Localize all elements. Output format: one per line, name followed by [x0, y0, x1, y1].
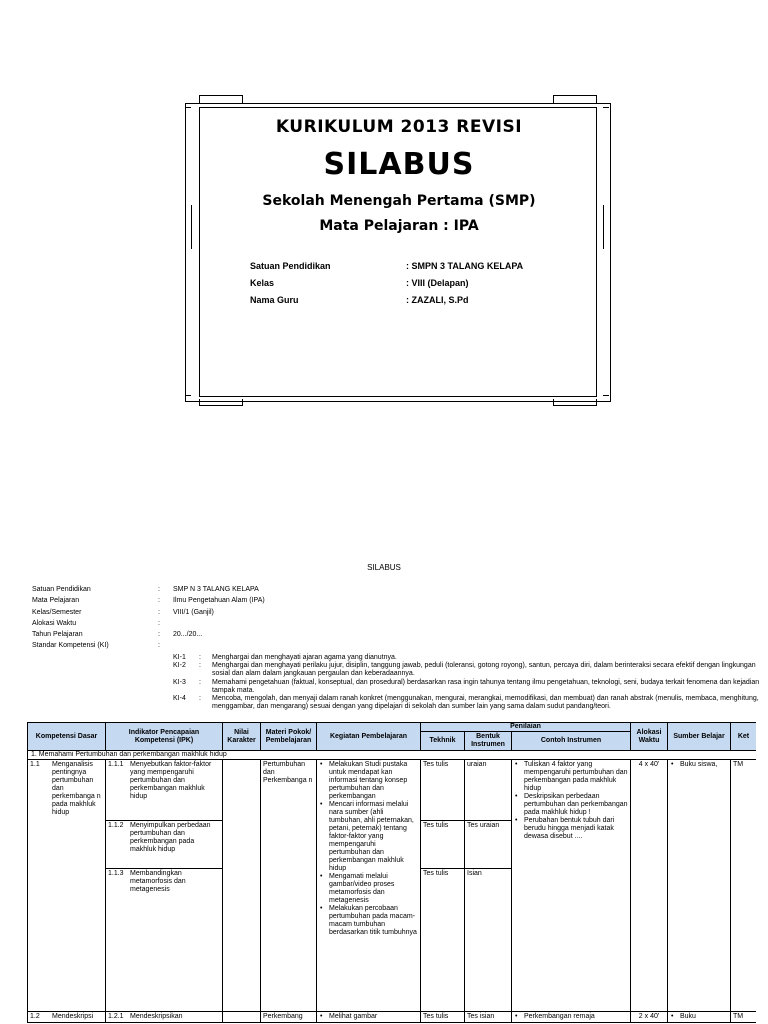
ipk-number: 1.1.1 [108, 761, 124, 768]
ipk-cell [106, 760, 223, 1012]
ki-code: KI-2 [173, 662, 186, 670]
header-ipk: Indikator Pencapaian Kompetensi (IPK) [106, 723, 223, 751]
bentuk-value: Tes uraian [465, 821, 511, 869]
meta-value: VIII/1 (Ganjil) [173, 608, 214, 616]
ki-code: KI-1 [173, 654, 186, 661]
meta-value: Ilmu Pengetahuan Alam (IPA) [173, 597, 265, 605]
nilai-cell [223, 1012, 261, 1023]
sumber-cell [668, 760, 731, 1012]
ki-colon: : [199, 654, 201, 661]
teknik-value: Tes tulis [421, 760, 464, 821]
ipk-text: Menyebutkan faktor-faktor yang mempengaruhi pertumbuhan dan perkembangan makhluk hidup [130, 761, 212, 800]
meta-colon: : [158, 642, 160, 650]
frame-ornament [553, 399, 597, 406]
frame-ornament [199, 95, 243, 104]
meta-label: Standar Kompetensi (KI) [32, 642, 109, 650]
contoh-item: • Tuliskan 4 faktor yang mempengaruhi pertumbuhan dan perkembangan pada makhluk hidup [524, 761, 628, 793]
ki-text: Mencoba, mengolah, dan menyaji dalam ranah konkret (menggunakan, mengurai, merangkai, memodifikasi, dan membuat) dan ranah abstrak (menulis, membaca, menghitung, menggambar, dan mengarang) sesuai dengan yang dipelajari di sekolah dan sumber lain yang sama dalam sudut pandang/teori. [212, 695, 759, 711]
contoh-item: • Deskripsikan perbedaan pertumbuhan dan perkembangan pada makhluk hidup ! [524, 793, 628, 817]
kd-text: Mendeskripsi [52, 1013, 94, 1020]
kd-number: 1.1 [30, 761, 40, 768]
header-nilai: Nilai Karakter [223, 723, 261, 751]
meta-colon: : [158, 619, 160, 627]
bentuk-cell: Tes isian [465, 1012, 512, 1023]
kegiatan-cell [317, 760, 421, 1012]
frame-ornament [603, 107, 609, 108]
frame-ornament [199, 399, 243, 406]
frame-ornament [185, 395, 191, 396]
frame-ornament [603, 395, 609, 396]
header-sumber: Sumber Belajar [668, 723, 731, 751]
teknik-value: Tes tulis [423, 870, 449, 877]
ipk-text: Mendeskripsikan [130, 1013, 183, 1020]
ipk-text: Membandingkan metamorfosis dan metagenesis [130, 870, 186, 893]
header-penilaian: Penilaian [421, 723, 631, 732]
info-label: Nama Guru [250, 295, 299, 305]
cover-main-title: SILABUS [323, 147, 475, 182]
meta-label: Alokasi Waktu [32, 619, 77, 627]
sumber-item: • Buku siswa, [680, 761, 728, 769]
silabus-title: SILABUS [367, 563, 401, 572]
contoh-cell [512, 760, 631, 1012]
table-row [28, 760, 757, 1012]
header-alokasi: Alokasi Waktu [631, 723, 668, 751]
ki-colon: : [199, 695, 201, 703]
cover-school-level: Sekolah Menengah Pertama (SMP) [262, 193, 536, 209]
silabus-meta [32, 586, 760, 654]
kd-text: Menganalisis pentingnya pertumbuhan dan perkembanga n pada makhluk hidup [52, 761, 101, 816]
meta-label: Tahun Pelajaran [32, 631, 83, 639]
header-ket: Ket [731, 723, 757, 751]
sumber-item: • Buku [680, 1013, 728, 1021]
contoh-item: • Perubahan bentuk tubuh dari berudu hingga menjadi katak dewasa disebut .... [524, 817, 628, 841]
ki-colon: : [199, 678, 201, 686]
kegiatan-cell [317, 1012, 421, 1023]
kegiatan-item: • Melihat gambar [329, 1013, 418, 1021]
info-label: Kelas [250, 278, 275, 288]
teknik-cell: Tes tulis [421, 1012, 465, 1023]
bentuk-value: Isian [467, 870, 482, 877]
kegiatan-item: • Mencari informasi melalui nara sumber (ahli tumbuhan, ahli peternakan, petani, peternak) tentang faktor-faktor yang mempengaruhi pertumbuhan dan perkembangan makhluk hidup [329, 801, 418, 873]
ipk-number: 1.2.1 [108, 1013, 124, 1020]
ket-cell: TM [731, 760, 757, 1012]
contoh-cell [512, 1012, 631, 1023]
meta-colon: : [158, 631, 160, 639]
frame-ornament [185, 107, 191, 108]
silabus-table [27, 722, 756, 1024]
cover-info [250, 261, 580, 312]
header-materi: Materi Pokok/ Pembelajaran [261, 723, 317, 751]
alokasi-cell: 2 x 40' [631, 1012, 668, 1023]
ipk-cell [106, 1012, 223, 1023]
kegiatan-item: • Melakukan percobaan pertumbuhan pada macam-macam tumbuhan berdasarkan titik tumbuhnya [329, 905, 418, 937]
ki-text: Memahami pengetahuan (faktual, konseptual, dan prosedural) berdasarkan rasa ingin tahunya tentang ilmu pengetahuan, teknologi, seni, budaya terkait fenomena dan kejadian tampak mata. [212, 678, 760, 694]
ki-colon: : [199, 662, 201, 670]
kegiatan-item: • Mengamati melalui gambar/video proses metamorfosis dan metagenesis [329, 873, 418, 905]
meta-colon: : [158, 608, 160, 616]
sumber-cell [668, 1012, 731, 1023]
cover-box [185, 95, 613, 406]
bentuk-value: uraian [465, 760, 511, 821]
kd-number: 1.2 [30, 1013, 40, 1020]
meta-label: Satuan Pendidikan [32, 586, 91, 593]
kd-cell [28, 760, 106, 1012]
ki-code: KI-3 [173, 678, 186, 686]
ipk-text: Menyimpulkan perbedaan pertumbuhan dan perkembangan pada makhluk hidup [130, 822, 211, 853]
header-kegiatan: Kegiatan Pembelajaran [317, 723, 421, 751]
ki-text: Menghargai dan menghayati perilaku jujur, disiplin, tanggung jawab, peduli (toleransi, gotong royong), santun, percaya diri, dalam berinteraksi secara efektif dengan lingkungan sosial dan alam dalam jangkauan pergaulan dan keberadaannya. [212, 662, 756, 678]
materi-cell: Perkembang [261, 1012, 317, 1023]
info-label: Satuan Pendidikan [250, 261, 331, 271]
kegiatan-item: • Melakukan Studi pustaka untuk mendapat kan informasi tentang konsep pertumbuhan dan perkembangan [329, 761, 418, 801]
cover-curriculum-title: KURIKULUM 2013 REVISI [275, 117, 523, 137]
teknik-value: Tes tulis [421, 821, 464, 869]
header-bentuk: Bentuk Instrumen [465, 732, 512, 751]
ki-code: KI-4 [173, 695, 186, 703]
meta-value: 20.../20... [173, 631, 203, 639]
section-row: 1. Memahami Pertumbuhan dan perkembangan makhluk hidup [28, 751, 757, 760]
table-row [28, 1012, 757, 1023]
meta-label: Mata Pelajaran [32, 597, 80, 605]
info-value: : VIII (Delapan) [406, 278, 469, 288]
header-teknik: Tekhnik [421, 732, 465, 751]
cover-subject: Mata Pelajaran : IPA [319, 218, 479, 234]
materi-cell: Pertumbuhan dan Perkembanga n [261, 760, 317, 1012]
nilai-cell [223, 760, 261, 1012]
info-value: : SMPN 3 TALANG KELAPA [406, 261, 524, 271]
meta-label: Kelas/Semester [32, 608, 82, 616]
header-contoh: Contoh Instrumen [512, 732, 631, 751]
header-kd: Kompetensi Dasar [28, 723, 106, 751]
meta-colon: : [158, 597, 160, 605]
teknik-cell [421, 760, 465, 1012]
contoh-item: • Perkembangan remaja [524, 1013, 628, 1021]
ipk-number: 1.1.2 [108, 822, 124, 829]
kd-cell [28, 1012, 106, 1023]
info-value: : ZAZALI, S.Pd [406, 295, 469, 305]
bentuk-cell [465, 760, 512, 1012]
ipk-number: 1.1.3 [108, 870, 124, 877]
frame-ornament [553, 95, 597, 104]
ki-text: Menghargai dan menghayati ajaran agama yang dianutnya. [212, 654, 397, 661]
meta-colon: : [158, 586, 160, 593]
ket-cell: TM [731, 1012, 757, 1023]
ki-list [32, 654, 760, 711]
alokasi-cell: 4 x 40' [631, 760, 668, 1012]
meta-value: SMP N 3 TALANG KELAPA [173, 586, 259, 593]
